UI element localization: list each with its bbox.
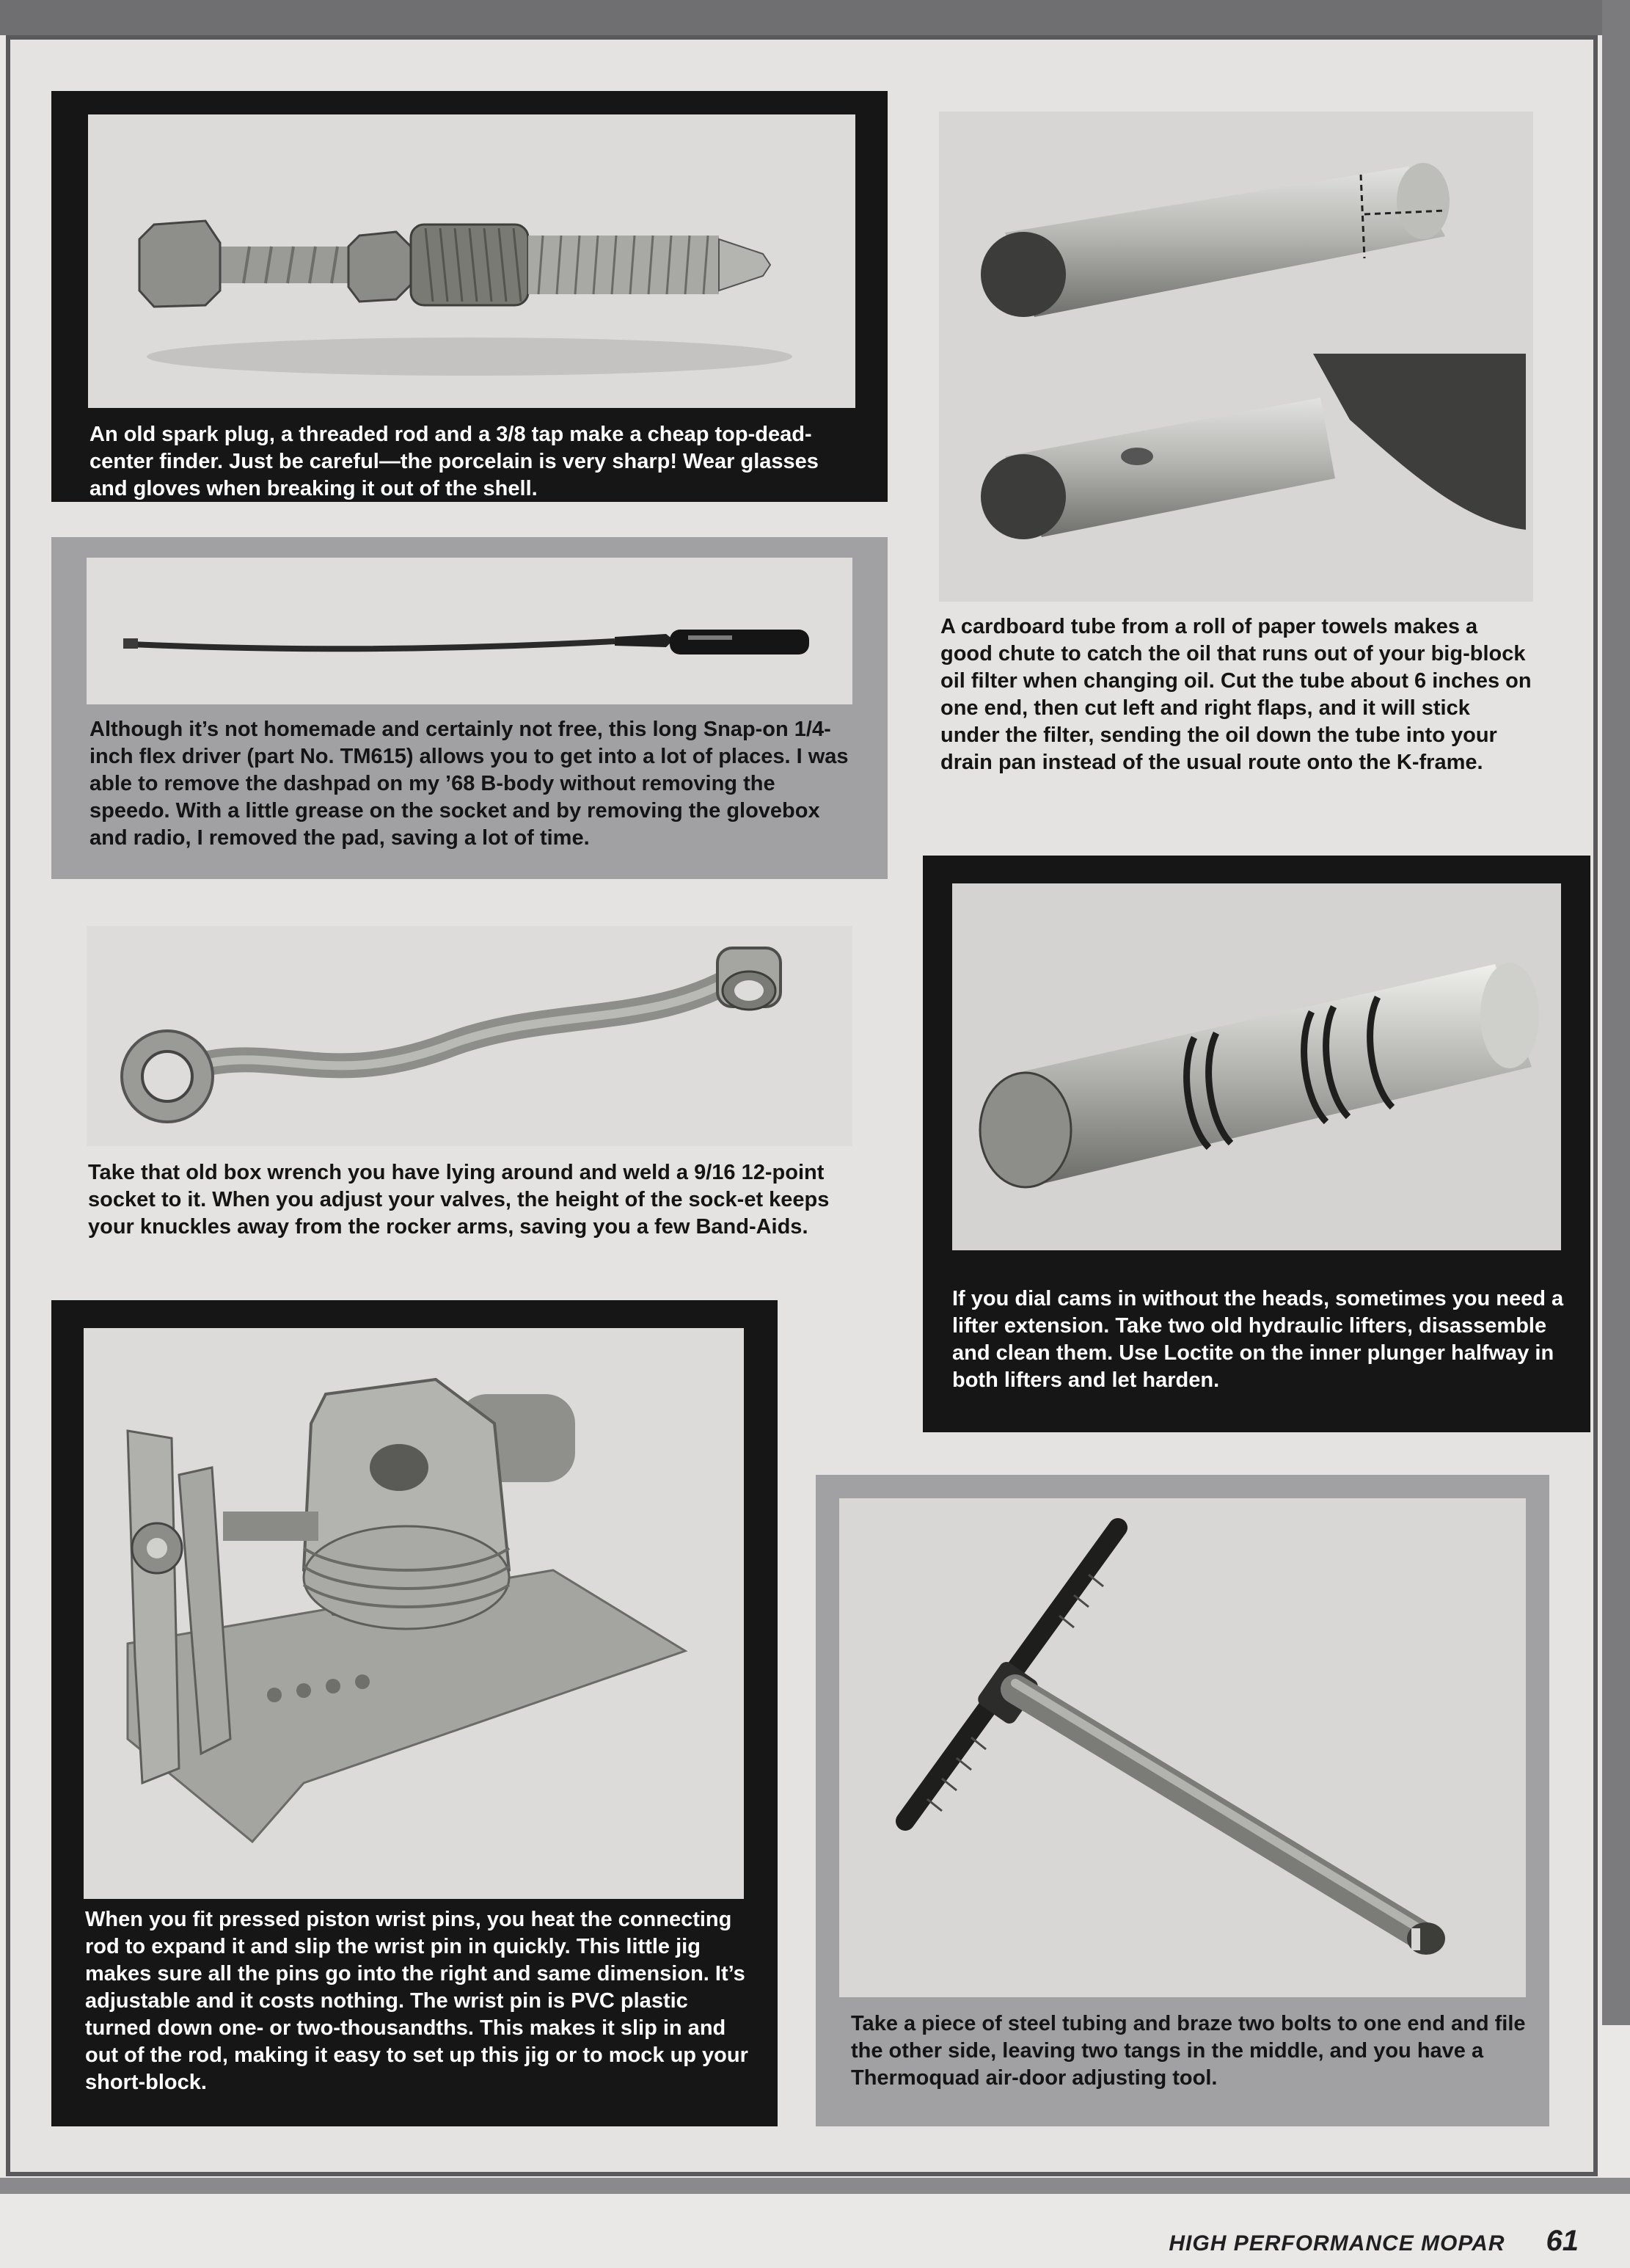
spark-plug-illustration [88, 114, 855, 408]
cardboard-tube-illustration [939, 112, 1533, 602]
spark-plug-photo [88, 114, 855, 408]
piston-jig-caption: When you fit pressed piston wrist pins, you heat the connecting rod to expand it and slip the wrist pin in quickly. This little jig makes sure all the pins go into the right and same dimension. It’s adjustable and it costs nothing. The wrist pin is PVC plastic turned down one- or two-thousandths. This makes it slip in and out of the rod, making it easy to set up this jig or to mock up your short-block. [85, 1908, 748, 2094]
page-number: 61 [1546, 2225, 1579, 2257]
lifter-extension-photo [952, 883, 1561, 1250]
thermoquad-tool-illustration [839, 1498, 1526, 1997]
cardboard-tube-caption: A cardboard tube from a roll of paper towels makes a good chute to catch the oil that runs out of your big-block oil filter when changing oil. Cut the tube about 6 inches on one end, then cut left and right flaps, and it will stick under the filter, sending the oil down the tube into your drain pan instead of the usual route onto the K-frame. [940, 615, 1532, 774]
thermoquad-tool-panel [816, 1475, 1549, 2126]
box-wrench-illustration [87, 926, 852, 1146]
top-border-band [0, 0, 1630, 35]
right-border-band [1602, 0, 1630, 2025]
flex-driver-caption: Although it’s not homemade and certainly not free, this long Snap-on 1/4-inch flex driver (part No. TM615) allows you to get into a lot of places. I was able to remove the dashpad on my ’68 B-body without removing the speedo. With a little grease on the socket and by removing the glovebox and radio, I removed the pad, saving a lot of time. [89, 718, 849, 850]
cardboard-tube-photo [939, 112, 1533, 602]
page-footer [1169, 2225, 1579, 2258]
box-wrench-caption: Take that old box wrench you have lying around and weld a 9/16 12-point socket to it. When you adjust your valves, the height of the sock-et keeps your knuckles away from the rocker arms, saving you a few Band-Aids. [88, 1161, 830, 1239]
thermoquad-tool-caption: Take a piece of steel tubing and braze two bolts to one end and file the other side, leaving two tangs in the middle, and you have a Thermoquad air-door adjusting tool. [851, 2012, 1526, 2090]
flex-driver-illustration [87, 558, 852, 704]
bottom-border-band [0, 2178, 1630, 2194]
spark-plug-panel [51, 91, 888, 502]
lifter-extension-panel [923, 856, 1590, 1432]
flex-driver-panel [51, 537, 888, 879]
lifter-extension-illustration [952, 883, 1561, 1250]
piston-jig-panel [51, 1300, 778, 2126]
spark-plug-caption: An old spark plug, a threaded rod and a 3/8 tap make a cheap top-dead-center finder. Just be careful—the porcelain is very sharp! Wear glasses and gloves when breaking it out of the shell. [89, 423, 819, 500]
box-wrench-photo [87, 926, 852, 1146]
piston-jig-photo [84, 1328, 744, 1899]
flex-driver-photo [87, 558, 852, 704]
thermoquad-tool-photo [839, 1498, 1526, 1997]
magazine-title: HIGH PERFORMANCE MOPAR [1169, 2231, 1505, 2256]
piston-jig-illustration [84, 1328, 744, 1899]
lifter-extension-caption: If you dial cams in without the heads, sometimes you need a lifter extension. Take two old hydraulic lifters, disassemble and clean them. Use Loctite on the inner plunger halfway in both lifters and let harden. [952, 1287, 1564, 1392]
